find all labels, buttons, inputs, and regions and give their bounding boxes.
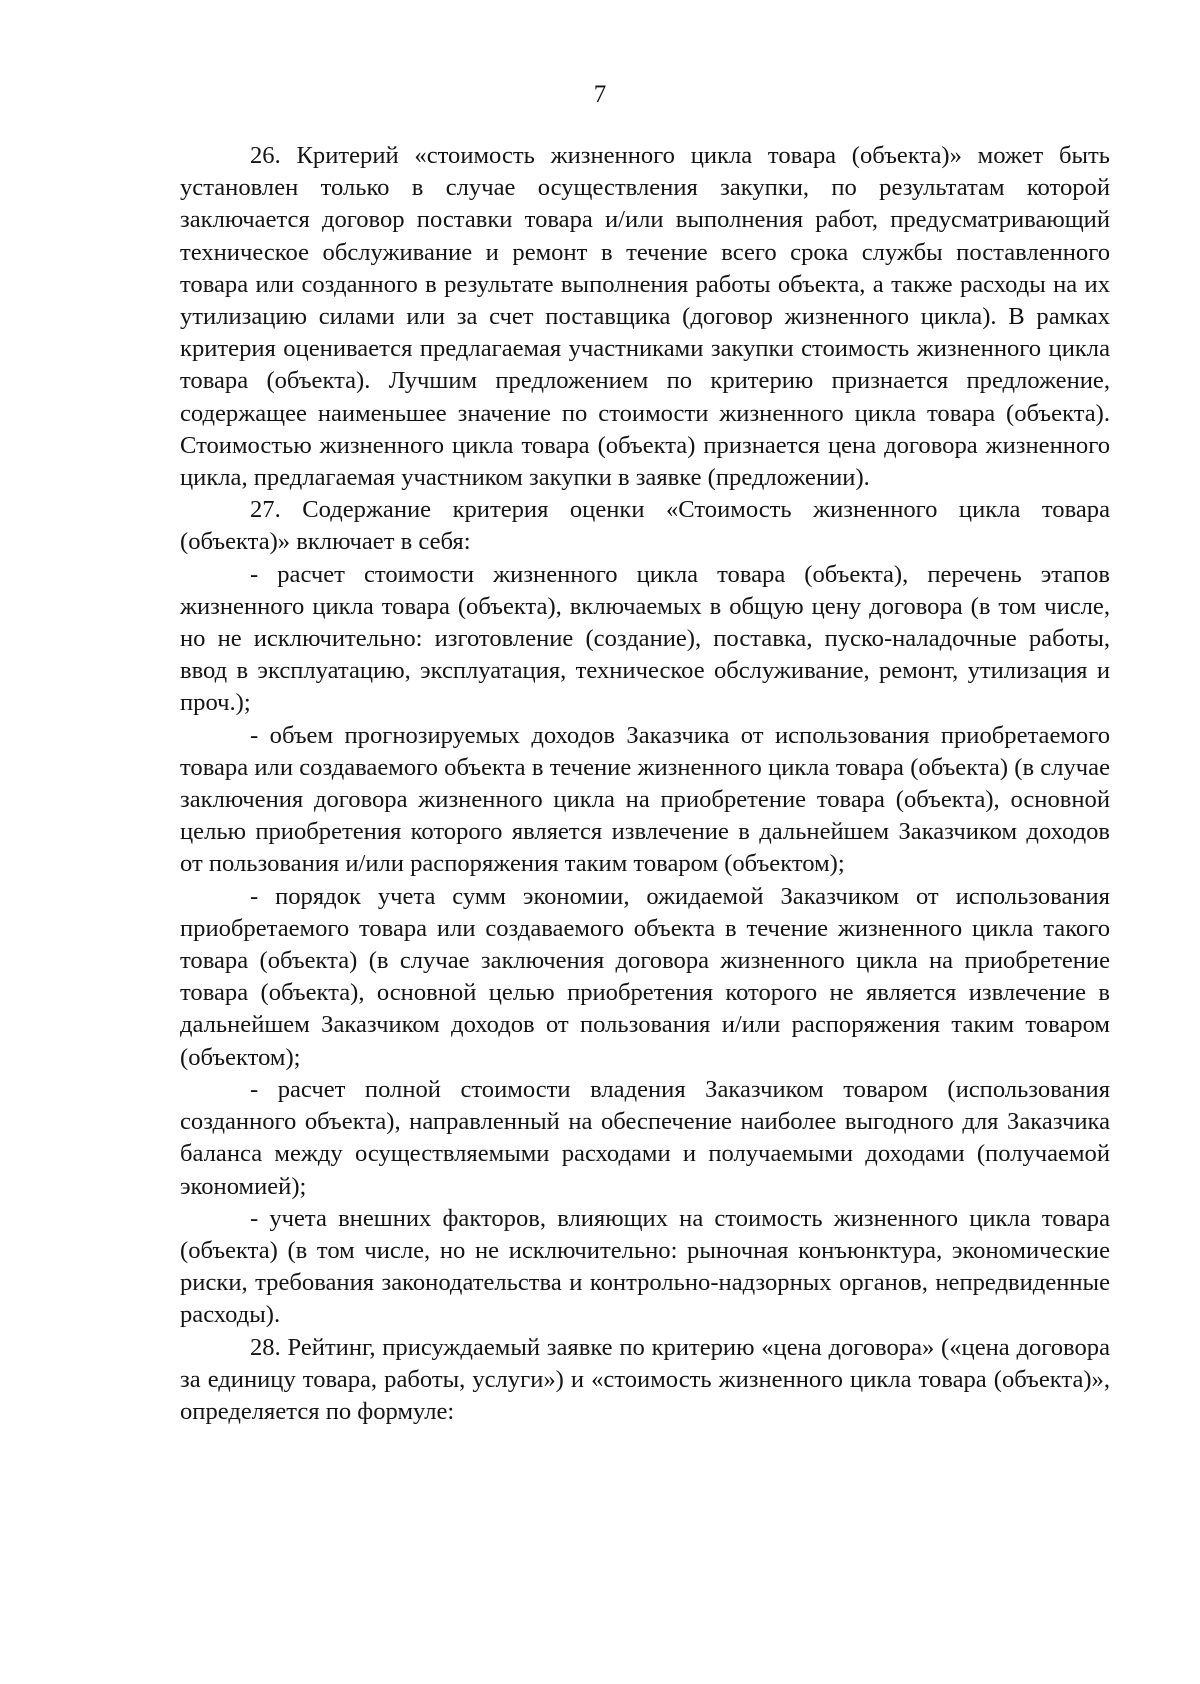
list-item: - объем прогнозируемых доходов Заказчика от использования приобретаемого товара или создаваемого объекта в течение жизненного цикла товара (объекта) (в случае заключения договора жизненного цикла на приобретение товара (объекта), основной целью приобретения которого является извлечение в дальнейшем Заказчиком доходов от пользования и/или распоряжения таким товаром (объектом); <box>180 721 1110 878</box>
paragraph-28: 28. Рейтинг, присуждаемый заявке по критерию «цена договора» («цена договора за единицу товара, работы, услуги») и «стоимость жизненного цикла товара (объекта)», определяется по формуле: <box>180 1333 1110 1425</box>
document-body <box>180 140 1110 1428</box>
paragraph-27: 27. Содержание критерия оценки «Стоимость жизненного цикла товара (объекта)» включает в себя: <box>180 496 1110 556</box>
paragraph-26: 26. Критерий «стоимость жизненного цикла товара (объекта)» может быть установлен только в случае осуществления закупки, по результатам которой заключается договор поставки товара и/или выполнения работ, предусматривающий техническое обслуживание и ремонт в течение всего срока службы поставленного товара или созданного в результате выполнения работы объекта, а также расходы на их утилизацию силами или за счет поставщика (договор жизненного цикла). В рамках критерия оценивается предлагаемая участниками закупки стоимость жизненного цикла товара (объекта). Лучшим предложением по критерию признается предложение, содержащее наименьшее значение по стоимости жизненного цикла товара (объекта). Стоимостью жизненного цикла товара (объекта) признается цена договора жизненного цикла, предлагаемая участником закупки в заявке (предложении). <box>180 142 1110 492</box>
list-item: - расчет полной стоимости владения Заказчиком товаром (использования созданного объекта), направленный на обеспечение наиболее выгодного для Заказчика баланса между осуществляемыми расходами и получаемыми доходами (получаемой экономией); <box>180 1075 1110 1200</box>
list-item: - порядок учета сумм экономии, ожидаемой Заказчиком от использования приобретаемого товара или создаваемого объекта в течение жизненного цикла такого товара (объекта) (в случае заключения договора жизненного цикла на приобретение товара (объекта), основной целью приобретения которого не является извлечение в дальнейшем Заказчиком доходов от пользования и/или распоряжения таким товаром (объектом); <box>180 882 1110 1071</box>
list-item: - расчет стоимости жизненного цикла товара (объекта), перечень этапов жизненного цикла товара (объекта), включаемых в общую цену договора (в том числе, но не исключительно: изготовление (создание), поставка, пуско-наладочные работы, ввод в эксплуатацию, эксплуатация, техническое обслуживание, ремонт, утилизация и проч.); <box>180 560 1110 717</box>
list-item: - учета внешних факторов, влияющих на стоимость жизненного цикла товара (объекта) (в том числе, но не исключительно: рыночная конъюнктура, экономические риски, требования законодательства и контрольно-надзорных органов, непредвиденные расходы). <box>180 1204 1110 1329</box>
page-number: 7 <box>593 81 607 108</box>
